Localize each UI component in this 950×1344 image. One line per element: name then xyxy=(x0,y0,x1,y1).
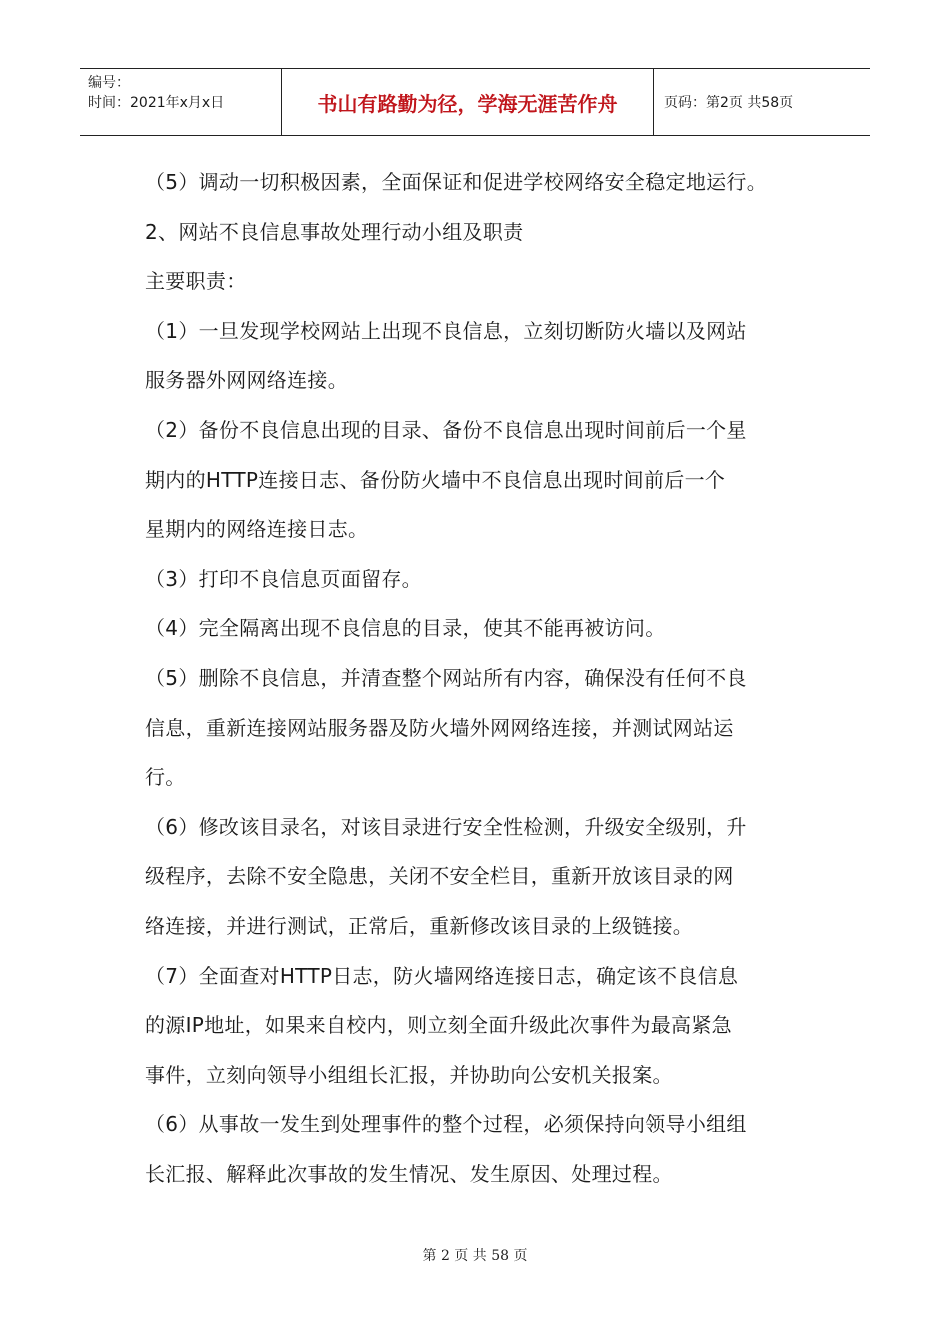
body-line: 的源IP地址，如果来自校内，则立刻全面升级此次事件为最高紧急 xyxy=(145,1013,732,1038)
body-line: （5）调动一切积极因素，全面保证和促进学校网络安全稳定地运行。 xyxy=(145,170,768,194)
body-line: 主要职责： xyxy=(145,269,247,294)
body-line: （4）完全隔离出现不良信息的目录，使其不能再被访问。 xyxy=(145,616,666,641)
body-line: 级程序，去除不安全隐患，关闭不安全栏目，重新开放该目录的网 xyxy=(145,864,734,889)
body-line: （7）全面查对HTTP日志，防火墙网络连接日志，确定该不良信息 xyxy=(145,963,739,988)
document-body xyxy=(145,158,825,1199)
body-line: （3）打印不良信息页面留存。 xyxy=(145,566,422,591)
section-heading: 2、网站不良信息事故处理行动小组及职责 xyxy=(145,219,524,244)
body-line: （1）一旦发现学校网站上出现不良信息，立刻切断防火墙以及网站 xyxy=(145,318,747,343)
header-meta xyxy=(80,69,282,135)
body-line: （6）修改该目录名，对该目录进行安全性检测，升级安全级别，升 xyxy=(145,814,747,839)
document-date: 时间：2021年x月x日 xyxy=(88,95,225,111)
header-page-info: 页码：第2页 共58页 xyxy=(664,95,794,111)
header-motto: 书山有路勤为径，学海无涯苦作舟 xyxy=(282,69,654,135)
body-line: （6）从事故一发生到处理事件的整个过程，必须保持向领导小组组 xyxy=(145,1112,747,1137)
body-line: 信息，重新连接网站服务器及防火墙外网网络连接，并测试网站运 xyxy=(145,715,734,740)
body-line: （5）删除不良信息，并清查整个网站所有内容，确保没有任何不良 xyxy=(145,665,747,690)
body-line: 长汇报、解释此次事故的发生情况、发生原因、处理过程。 xyxy=(145,1161,673,1186)
body-line: 络连接，并进行测试，正常后，重新修改该目录的上级链接。 xyxy=(145,913,694,938)
body-line: 服务器外网网络连接。 xyxy=(145,368,348,393)
body-line: 行。 xyxy=(145,765,186,790)
body-line: 星期内的网络连接日志。 xyxy=(145,517,369,542)
body-line: 事件，立刻向领导小组组长汇报，并协助向公安机关报案。 xyxy=(145,1062,673,1087)
document-number-label: 编号： xyxy=(88,75,130,91)
page-footer: 第 2 页 共 58 页 xyxy=(422,1248,528,1264)
body-line: （2）备份不良信息出现的目录、备份不良信息出现时间前后一个星 xyxy=(145,417,747,442)
page-header xyxy=(80,68,870,136)
body-line: 期内的HTTP连接日志、备份防火墙中不良信息出现时间前后一个 xyxy=(145,467,726,492)
